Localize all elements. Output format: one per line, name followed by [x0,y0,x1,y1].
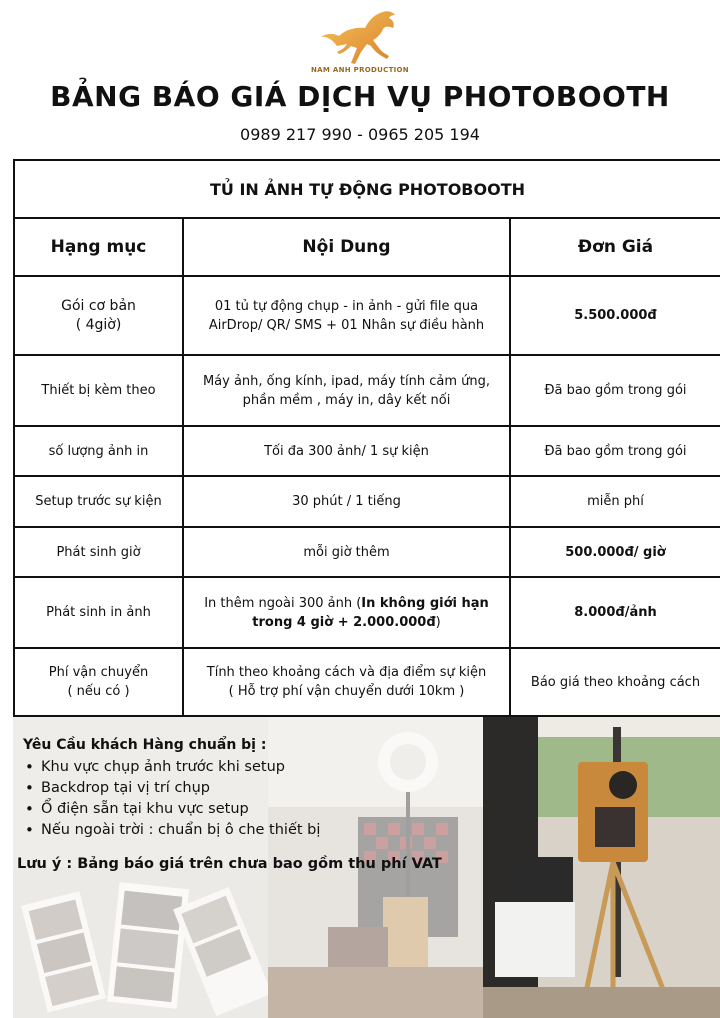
row-price: 8.000đ/ảnh [510,577,720,648]
list-item: • Backdrop tại vị trí chụp [23,778,473,799]
content-prefix: In thêm ngoài 300 ảnh ( [204,595,362,611]
column-header-content: Nội Dung [183,218,510,276]
table-row [14,426,720,476]
section-title: TỦ IN ẢNH TỰ ĐỘNG PHOTOBOOTH [14,160,720,218]
content-suffix: ) [435,614,441,630]
content-line: phần mềm , máy in, dây kết nối [242,392,451,408]
row-item: Phát sinh in ảnh [14,577,183,648]
logo [0,6,720,74]
row-content [183,276,510,355]
row-item: số lượng ảnh in [14,426,183,476]
item-line: Gói cơ bản [61,297,136,314]
column-header-item: Hạng mục [14,218,183,276]
table-row [14,648,720,716]
row-price: 5.500.000đ [510,276,720,355]
content-bold: trong 4 giờ + 2.000.000đ [252,614,436,630]
item-line: Phí vận chuyển [48,665,149,680]
row-item: Setup trước sự kiện [14,476,183,527]
row-item [14,648,183,716]
content-line: Tính theo khoảng cách và địa điểm sự kiện [206,665,487,680]
phone-numbers: 0989 217 990 - 0965 205 194 [240,125,480,144]
content-line: 01 tủ tự động chụp - in ảnh - gửi file qua [214,298,479,314]
requirements-list [23,757,473,841]
row-content [183,577,510,648]
row-content [183,648,510,716]
row-content [183,355,510,426]
column-header-price: Đơn Giá [510,218,720,276]
table-row [14,527,720,577]
table-header-row [14,218,720,276]
item-line: ( 4giờ) [75,316,122,333]
table-row [14,577,720,648]
table-row [14,476,720,527]
content-line: AirDrop/ QR/ SMS + 01 Nhân sự điều hành [208,317,485,333]
row-item [14,276,183,355]
content-bold: In không giới hạn [361,595,489,611]
list-item: • Khu vực chụp ảnh trước khi setup [23,757,473,778]
table-row [14,355,720,426]
row-content: 30 phút / 1 tiếng [183,476,510,527]
requirements-title: Yêu Cầu khách Hàng chuẩn bị : [23,737,267,753]
content-line: Máy ảnh, ống kính, ipad, máy tính cảm ứng, [202,373,491,389]
row-price: Báo giá theo khoảng cách [510,648,720,716]
requirements-box [23,737,473,841]
row-price: miễn phí [510,476,720,527]
horse-logo-icon [315,6,405,68]
brand-name: NAM ANH PRODUCTION [311,66,409,74]
row-content: Tối đa 300 ảnh/ 1 sự kiện [183,426,510,476]
price-table [13,159,720,717]
table-row [14,276,720,355]
page-title: BẢNG BÁO GIÁ DỊCH VỤ PHOTOBOOTH [50,80,670,113]
row-content: mỗi giờ thêm [183,527,510,577]
vat-note: Lưu ý : Bảng báo giá trên chưa bao gồm thu phí VAT [17,856,442,872]
row-item: Thiết bị kèm theo [14,355,183,426]
row-price: 500.000đ/ giờ [510,527,720,577]
photo-collage [13,717,720,1018]
row-price: Đã bao gồm trong gói [510,426,720,476]
content-line: ( Hỗ trợ phí vận chuyển dưới 10km ) [228,684,465,699]
table-section-row [14,160,720,218]
list-item: • Ổ điện sẵn tại khu vực setup [23,799,473,820]
list-item: • Nếu ngoài trời : chuẩn bị ô che thiết bị [23,820,473,841]
item-line: ( nếu có ) [67,684,130,699]
row-item: Phát sinh giờ [14,527,183,577]
row-price: Đã bao gồm trong gói [510,355,720,426]
photobooth-device-image [483,717,720,1018]
